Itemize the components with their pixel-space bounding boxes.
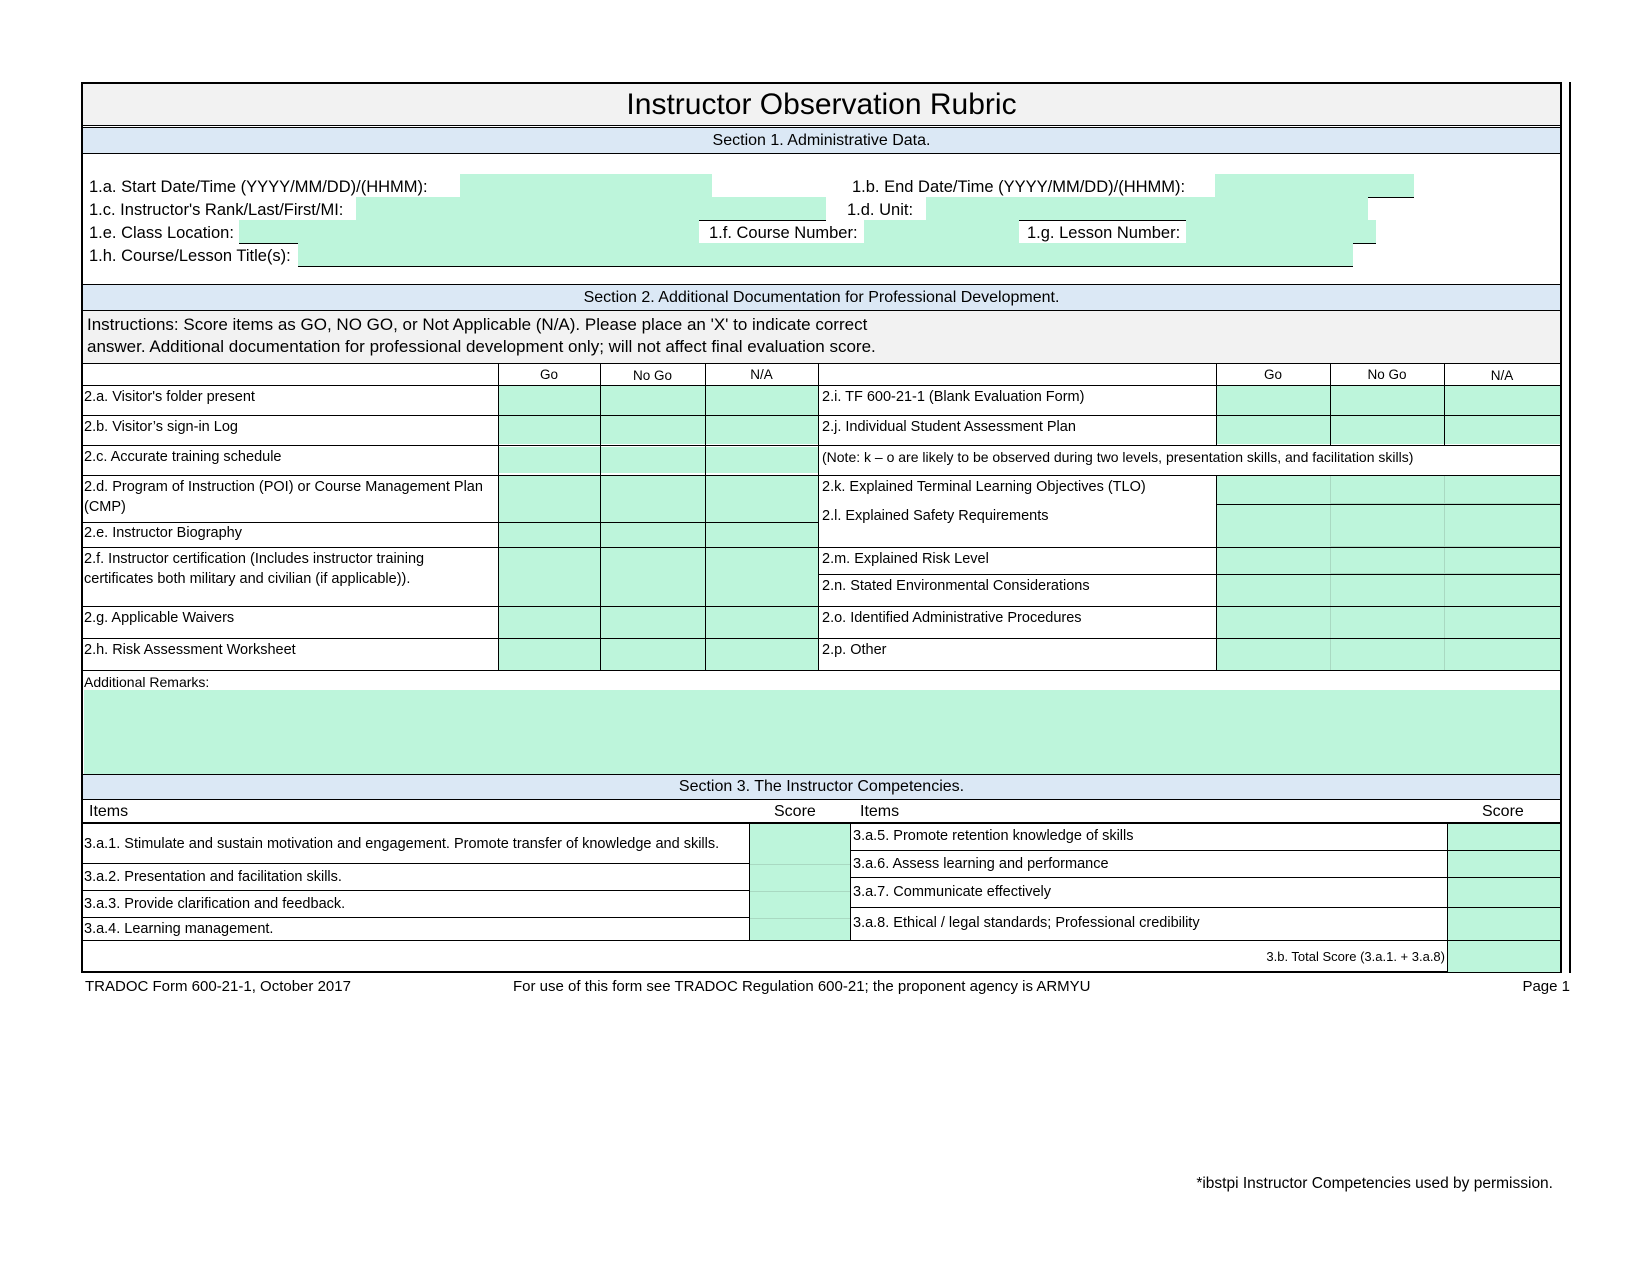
rule [83,670,1560,671]
rule [83,475,1560,476]
end-datetime-field[interactable] [1215,174,1414,198]
form-right-edge [1569,82,1571,973]
items-header-left: Items [89,803,129,820]
item-2f: 2.f. Instructor certification (Includes instructor training [84,551,425,567]
course-number-field[interactable] [864,220,1019,244]
end-datetime-label: 1.b. End Date/Time (YYYY/MM/DD)/(HHMM): [852,178,1186,196]
instructions-line-2: answer. Additional documentation for professional development only; will not affect final evaluation score. [87,337,876,356]
rule [83,638,1560,639]
lesson-number-label: 1.g. Lesson Number: [1027,224,1181,242]
col-go-right: Go [1263,367,1282,382]
score-cells-3a1-3a4[interactable] [749,824,850,941]
rule [1216,504,1560,505]
item-2a: 2.a. Visitor's folder present [84,389,255,405]
item-2d: 2.d. Program of Instruction (POI) or Course Management Plan [84,479,483,495]
class-location-field[interactable] [239,220,699,244]
rule [83,445,1560,446]
item-3a4: 3.a.4. Learning management. [84,921,274,937]
additional-remarks-field[interactable] [84,690,1560,774]
col-nogo-right: No Go [1367,367,1407,382]
item-2j: 2.j. Individual Student Assessment Plan [822,419,1076,435]
item-2m: 2.m. Explained Risk Level [822,551,989,567]
item-2o: 2.o. Identified Administrative Procedures [822,610,1082,626]
rule [83,415,1560,416]
instructor-name-field[interactable] [356,197,826,221]
col-go-left: Go [539,367,558,382]
rule [83,940,850,941]
rule [818,363,819,670]
section1-heading: Section 1. Administrative Data. [83,127,1560,154]
lesson-number-field[interactable] [1186,220,1376,244]
col-nogo-left: No Go [632,368,673,383]
rule [749,822,750,941]
start-datetime-label: 1.a. Start Date/Time (YYYY/MM/DD)/(HHMM): [89,178,428,196]
total-score-label: 3.b. Total Score (3.a.1. + 3.a.8) [1266,949,1445,964]
rule [818,574,1560,575]
items-header-right: Items [860,803,900,820]
col-na-left: N/A [750,367,773,382]
section3-heading: Section 3. The Instructor Competencies. [83,774,1560,800]
section2-heading: Section 2. Additional Documentation for Professional Development. [83,284,1560,311]
form-id: TRADOC Form 600-21-1, October 2017 [85,978,351,995]
item-3a5: 3.a.5. Promote retention knowledge of skills [853,828,1134,844]
score-cells-3a5-3b[interactable] [1447,824,1560,972]
instructor-name-label: 1.c. Instructor's Rank/Last/First/MI: [89,201,344,219]
item-2n: 2.n. Stated Environmental Considerations [822,578,1090,594]
col-na-right: N/A [1490,368,1514,383]
rule [83,606,1560,607]
rule [83,522,818,523]
course-title-label: 1.h. Course/Lesson Title(s): [89,247,291,265]
rule [850,940,1560,941]
unit-label: 1.d. Unit: [847,201,914,219]
rule [83,385,1560,386]
instructions-line-1: Instructions: Score items as GO, NO GO, or Not Applicable (N/A). Please place an 'X' to indicate correct [87,315,868,334]
item-3a1: 3.a.1. Stimulate and sustain motivation and engagement. Promote transfer of knowledge and skills. [84,836,720,852]
rule [850,822,851,941]
page-number: Page 1 [1522,978,1570,995]
unit-field[interactable] [926,197,1368,221]
permission-note: *ibstpi Instructor Competencies used by permission. [1196,1175,1553,1192]
item-2e: 2.e. Instructor Biography [84,525,242,541]
rule [83,917,749,918]
grid-line [749,918,850,919]
item-2g: 2.g. Applicable Waivers [84,610,235,626]
item-2k: 2.k. Explained Terminal Learning Objectives (TLO) [822,479,1146,495]
rule [83,363,1560,364]
form-usage: For use of this form see TRADOC Regulation 600-21; the proponent agency is ARMYU [513,978,1091,995]
item-3a2: 3.a.2. Presentation and facilitation skills. [84,869,342,885]
grid-line [749,891,850,892]
course-number-label: 1.f. Course Number: [709,224,858,242]
rule [850,877,1560,878]
rule [83,863,749,864]
item-2c: 2.c. Accurate training schedule [84,449,282,465]
item-2h: 2.h. Risk Assessment Worksheet [84,642,296,658]
item-3a6: 3.a.6. Assess learning and performance [853,856,1109,872]
item-3a3: 3.a.3. Provide clarification and feedback. [84,896,346,912]
note-k-o: (Note: k – o are likely to be observed during two levels, presentation skills, and facilitation skills) [822,449,1414,465]
section2-instructions [83,311,1560,363]
item-2f-cont: certificates both military and civilian (if applicable)). [84,571,411,587]
rule [83,547,1560,548]
rule [850,850,1560,851]
item-2b: 2.b. Visitor’s sign-in Log [84,419,238,435]
rule [83,890,749,891]
rule [600,363,601,670]
item-2d-cont: (CMP) [84,499,126,515]
rule [705,363,706,670]
score-header-right: Score [1482,803,1524,820]
course-title-field[interactable] [298,243,1353,267]
item-2i: 2.i. TF 600-21-1 (Blank Evaluation Form) [822,389,1085,405]
grid-line [749,864,850,865]
score-cells-2d-2h[interactable] [498,476,818,670]
form-title: Instructor Observation Rubric [83,84,1560,126]
rule [850,907,1560,908]
class-location-label: 1.e. Class Location: [89,224,234,242]
additional-remarks-label: Additional Remarks: [84,674,210,690]
item-3a8: 3.a.8. Ethical / legal standards; Professional credibility [853,915,1200,931]
score-cells-2c[interactable] [498,447,818,473]
item-3a7: 3.a.7. Communicate effectively [853,884,1051,900]
item-2p: 2.p. Other [822,642,887,658]
rule [1447,822,1448,972]
start-datetime-field[interactable] [460,174,712,198]
score-header-left: Score [774,803,816,820]
rule [498,363,499,670]
rule [83,822,1560,824]
item-2l: 2.l. Explained Safety Requirements [822,508,1049,524]
rule [1216,475,1217,670]
